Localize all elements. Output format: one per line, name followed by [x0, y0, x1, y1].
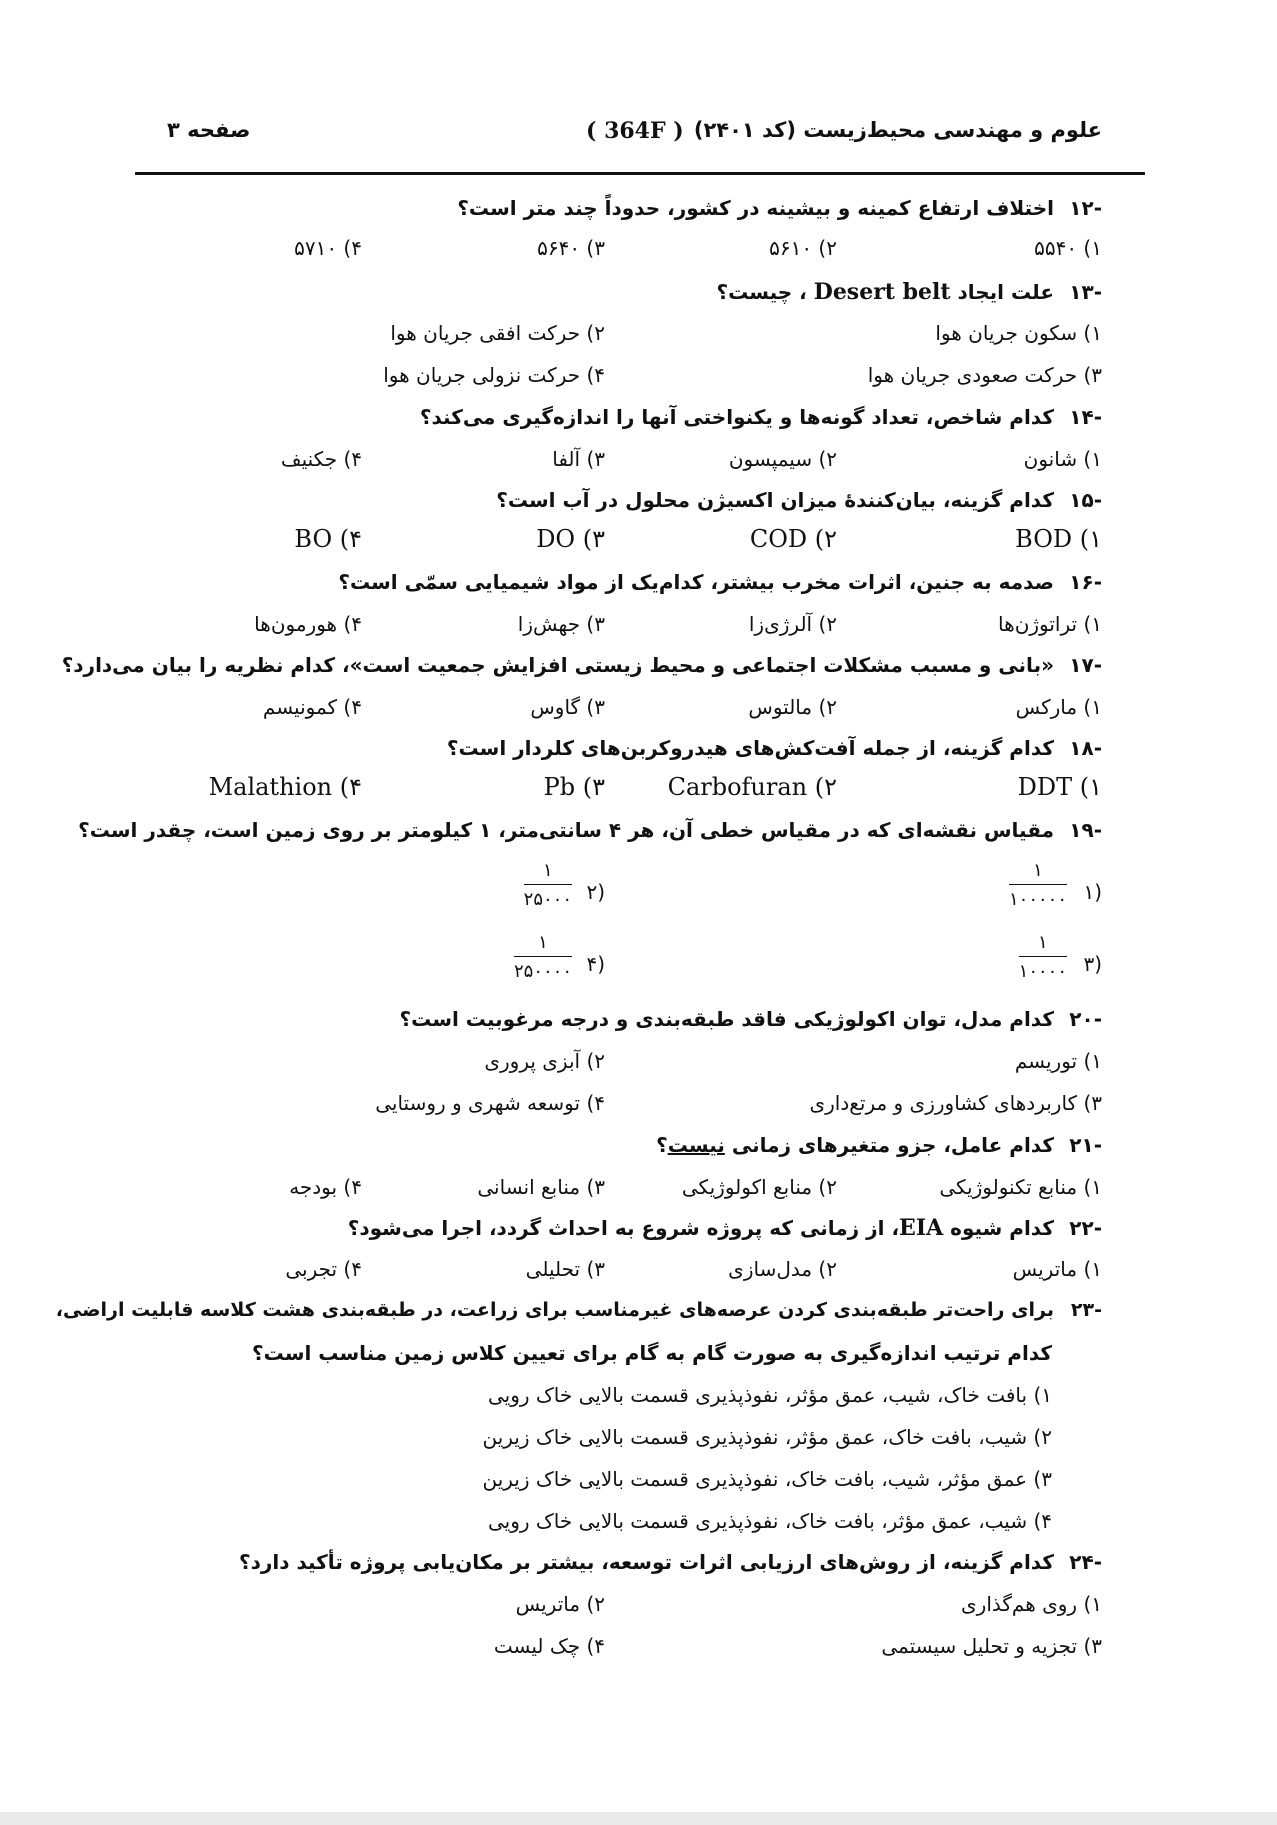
question-text: مقیاس نقشه‌ای که در مقیاس خطی آن، هر ۴ سانتی‌متر، ۱ کیلومتر بر روی زمین است، چقدر است؟	[78, 818, 1054, 842]
option-3: ۳) منابع انسانی	[477, 1175, 605, 1199]
question-text: برای راحت‌تر طبقه‌بندی کردن عرصه‌های غیرمناسب برای زراعت، در طبقه‌بندی هشت کلاسه قابلیت اراضی،	[55, 1299, 1054, 1321]
question-text: علت ایجاد	[950, 280, 1054, 304]
option-4-fraction	[514, 932, 572, 982]
booklet-code: ( 364F )	[586, 118, 684, 144]
question-text-end: ، چیست؟	[716, 280, 814, 304]
option-2: ۲) ماتریس	[515, 1592, 605, 1616]
option-1-fraction	[1009, 860, 1067, 910]
question-term: EIA	[899, 1215, 944, 1241]
option-1: ۱) تراتوژن‌ها	[998, 612, 1102, 636]
option-2: ۲) شیب، بافت خاک، عمق مؤثر، نفوذپذیری قسمت بالایی خاک زیرین	[482, 1425, 1052, 1449]
page-number: صفحه ۳	[167, 118, 251, 142]
numerator: ۱	[1037, 932, 1048, 953]
question-number: -۱۵	[1069, 488, 1102, 512]
option-3: ۳) آلفا	[552, 447, 605, 471]
question-number: -۱۸	[1069, 736, 1102, 760]
question-number: -۱۹	[1069, 818, 1102, 842]
header-rule	[135, 172, 1145, 175]
option-2: ۲) آلرژی‌زا	[748, 612, 837, 636]
question-number: -۱۷	[1069, 653, 1102, 677]
option-4: ۴) تجربی	[285, 1257, 362, 1281]
question-23	[56, 1299, 1102, 1321]
option-3-label: (۳	[1083, 952, 1102, 976]
option-3-fraction	[1019, 932, 1067, 982]
option-4: ۴) کمونیسم	[262, 695, 362, 719]
denominator: ۱۰۰۰۰	[1019, 956, 1067, 982]
question-number: -۱۶	[1069, 570, 1102, 594]
option-2: ۲) منابع اکولوژیکی	[681, 1175, 837, 1199]
option-2: ۲) حرکت افقی جریان هوا	[390, 321, 605, 345]
option-2: ۲) سیمپسون	[728, 447, 837, 471]
option-1: BOD (۱	[1015, 525, 1102, 553]
question-text: اختلاف ارتفاع کمینه و بیشینه در کشور، حدوداً چند متر است؟	[457, 196, 1054, 220]
question-text-end: ، از زمانی که پروژه شروع به احداث گردد، اجرا می‌شود؟	[347, 1216, 900, 1240]
question-text-end: ؟	[656, 1133, 668, 1157]
denominator: ۲۵۰۰۰۰	[514, 956, 572, 982]
option-1: ۱) ماتریس	[1012, 1257, 1102, 1281]
question-number: -۲۰	[1069, 1007, 1102, 1031]
option-1: ۱) شانون	[1023, 447, 1102, 471]
option-1-label: (۱	[1083, 880, 1102, 904]
option-1: ۱) بافت خاک، شیب، عمق مؤثر، نفوذپذیری قسمت بالایی خاک رویی	[487, 1383, 1052, 1407]
question-number: -۱۴	[1069, 405, 1102, 429]
question-number: -۲۴	[1069, 1550, 1102, 1574]
option-4: ۴) چک لیست	[493, 1634, 605, 1658]
option-4-label: (۴	[586, 952, 605, 976]
option-2: ۲) مالتوس	[748, 695, 837, 719]
underlined-word: نیست	[667, 1133, 725, 1157]
question-text: کدام شیوه	[943, 1216, 1054, 1240]
option-3: ۳) جهش‌زا	[517, 612, 605, 636]
option-2-fraction	[524, 860, 572, 910]
question-16	[338, 570, 1102, 594]
question-24	[239, 1550, 1102, 1574]
option-3: ۳) گاوس	[530, 695, 605, 719]
option-3: Pb (۳	[543, 773, 605, 801]
denominator: ۲۵۰۰۰	[524, 884, 572, 910]
denominator: ۱۰۰۰۰۰	[1009, 884, 1067, 910]
option-4: ۴) هورمون‌ها	[254, 612, 362, 636]
option-1: ۱) سکون جریان هوا	[935, 321, 1102, 345]
question-number: -۲۳	[1070, 1299, 1102, 1321]
option-3: ۳) ۵۶۴۰	[537, 236, 605, 260]
question-text: کدام گزینه، از جمله آفت‌کش‌های هیدروکربن‌های کلردار است؟	[446, 736, 1054, 760]
question-23-continued: کدام ترتیب اندازه‌گیری به صورت گام به گام برای تعیین کلاس زمین مناسب است؟	[252, 1341, 1052, 1365]
question-text: کدام مدل، توان اکولوژیکی فاقد طبقه‌بندی و درجه مرغوبیت است؟	[399, 1007, 1054, 1031]
option-4: ۴) حرکت نزولی جریان هوا	[383, 363, 605, 387]
question-22	[348, 1215, 1102, 1241]
option-1: ۱) توریسم	[1014, 1049, 1102, 1073]
question-text: «بانی و مسبب مشکلات اجتماعی و محیط زیستی افزایش جمعیت است»، کدام نظریه را بیان می‌دارد؟	[61, 653, 1054, 677]
option-4: ۴) توسعه شهری و روستایی	[375, 1091, 605, 1115]
question-text: کدام گزینه، بیان‌کنندهٔ میزان اکسیژن محلول در آب است؟	[496, 488, 1054, 512]
option-1: ۱) ۵۵۴۰	[1034, 236, 1102, 260]
option-3: ۳) تجزیه و تحلیل سیستمی	[881, 1634, 1102, 1658]
question-12	[457, 196, 1102, 220]
option-1: ۱) منابع تکنولوژیکی	[939, 1175, 1102, 1199]
exam-title: علوم و مهندسی محیط‌زیست (کد ۲۴۰۱)	[693, 118, 1102, 142]
question-20	[400, 1007, 1102, 1031]
question-number: -۱۲	[1069, 196, 1102, 220]
option-4: ۴) ۵۷۱۰	[294, 236, 362, 260]
question-21	[656, 1133, 1102, 1157]
option-2-label: (۲	[586, 880, 605, 904]
option-4: ۴) شیب، عمق مؤثر، بافت خاک، نفوذپذیری قسمت بالایی خاک رویی	[487, 1509, 1052, 1533]
option-4: BO (۴	[294, 525, 362, 553]
question-text: کدام گزینه، از روش‌های ارزیابی اثرات توسعه، بیشتر بر مکان‌یابی پروژه تأکید دارد؟	[239, 1550, 1054, 1574]
option-3: ۳) عمق مؤثر، شیب، بافت خاک، نفوذپذیری قسمت بالایی خاک زیرین	[482, 1467, 1052, 1491]
numerator: ۱	[1033, 860, 1043, 881]
question-14	[420, 405, 1102, 429]
option-2: ۲) آبزی پروری	[484, 1049, 605, 1073]
question-text: کدام شاخص، تعداد گونه‌ها و یکنواختی آنها را اندازه‌گیری می‌کند؟	[419, 405, 1054, 429]
option-4: ۴) جکنیف	[280, 447, 362, 471]
question-text: کدام عامل، جزو متغیرهای زمانی	[724, 1133, 1054, 1157]
option-2: Carbofuran (۲	[667, 773, 837, 801]
question-number: -۲۱	[1069, 1133, 1102, 1157]
question-text: صدمه به جنین، اثرات مخرب بیشتر، کدام‌یک از مواد شیمیایی سمّی است؟	[338, 570, 1054, 594]
question-number: -۲۲	[1069, 1216, 1102, 1240]
option-4: ۴) بودجه	[289, 1175, 362, 1199]
question-15	[496, 488, 1102, 512]
option-2: ۲) ۵۶۱۰	[769, 236, 837, 260]
question-17	[62, 653, 1102, 677]
question-number: -۱۳	[1069, 280, 1102, 304]
option-3: ۳) کاربردهای کشاورزی و مرتع‌داری	[809, 1091, 1102, 1115]
question-term: Desert belt	[813, 279, 951, 305]
option-3: ۳) حرکت صعودی جریان هوا	[867, 363, 1102, 387]
page-bottom-edge	[0, 1812, 1277, 1825]
question-18	[447, 736, 1102, 760]
option-1: ۱) مارکس	[1015, 695, 1102, 719]
option-1: DDT (۱	[1017, 773, 1102, 801]
option-2: COD (۲	[749, 525, 837, 553]
option-3: DO (۳	[536, 525, 605, 553]
option-1: ۱) روی هم‌گذاری	[961, 1592, 1102, 1616]
question-13	[717, 279, 1103, 305]
option-2: ۲) مدل‌سازی	[728, 1257, 837, 1281]
numerator: ۱	[542, 860, 553, 881]
question-19	[78, 818, 1102, 842]
option-4: Malathion (۴	[208, 773, 362, 801]
option-3: ۳) تحلیلی	[525, 1257, 605, 1281]
numerator: ۱	[538, 932, 548, 953]
